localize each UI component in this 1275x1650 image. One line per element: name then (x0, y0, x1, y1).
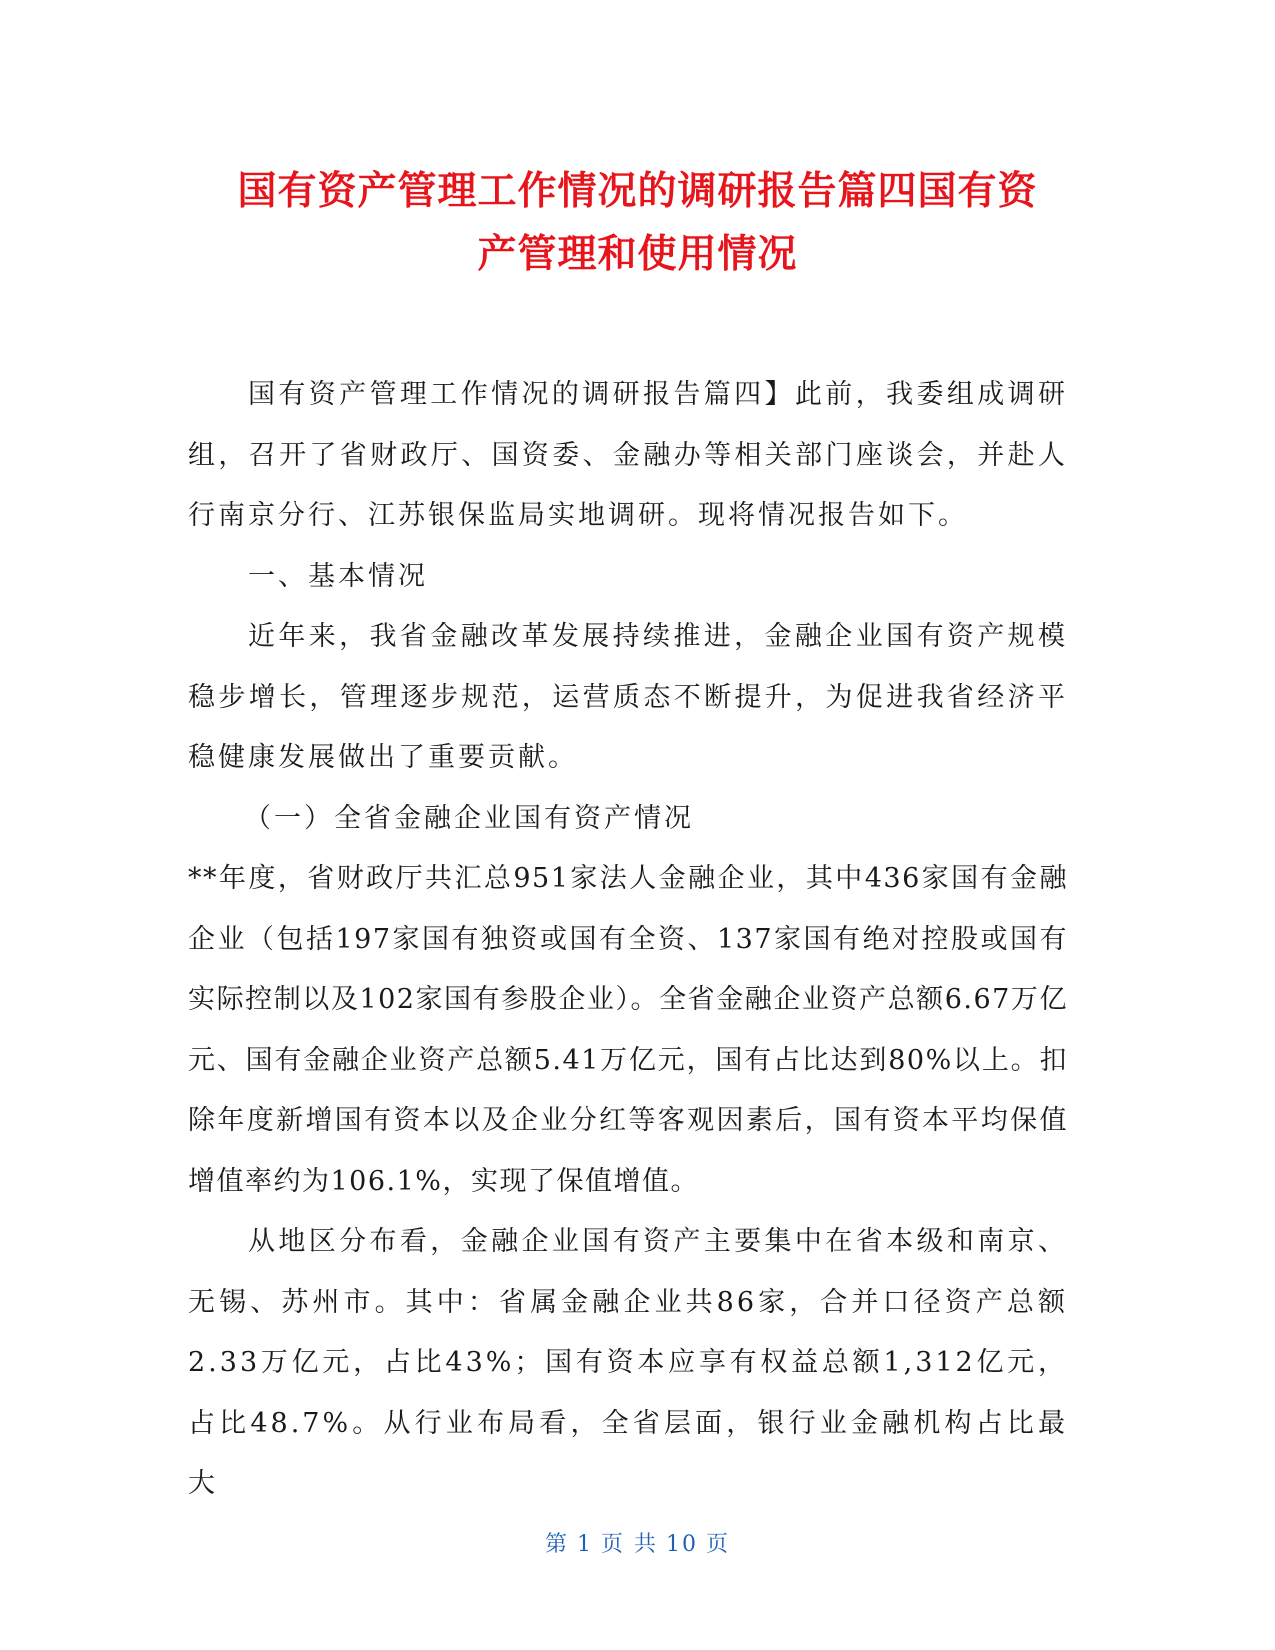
intro-paragraph: 国有资产管理工作情况的调研报告篇四】此前，我委组成调研组，召开了省财政厅、国资委、金融办等相关部门座谈会，并赴人行南京分行、江苏银保监局实地调研。现将情况报告如下。 (188, 379, 1068, 531)
distribution-paragraph: 从地区分布看，金融企业国有资产主要集中在省本级和南京、无锡、苏州市。其中：省属金融企业共86家，合并口径资产总额2.33万亿元，占比43%；国有资本应享有权益总额1,312亿元，占比48.7%。从行业布局看，全省层面，银行业金融机构占比最大 (188, 1226, 1068, 1499)
footer-page-number: 1 (577, 1532, 593, 1557)
title-line-1: 国有资产管理工作情况的调研报告篇四国有资 (237, 169, 1038, 214)
overview-paragraph: 近年来，我省金融改革发展持续推进，金融企业国有资产规模稳步增长，管理逐步规范，运营质态不断提升，为促进我省经济平稳健康发展做出了重要贡献。 (188, 621, 1068, 773)
footer-prefix: 第 (544, 1532, 569, 1557)
document-title (180, 160, 1095, 286)
subsection-heading-assets: （一）全省金融企业国有资产情况 (244, 802, 694, 834)
title-line-2: 产管理和使用情况 (477, 232, 798, 277)
footer-middle: 页 共 (601, 1532, 658, 1557)
footer-total-pages: 10 (666, 1532, 698, 1557)
document-body (188, 365, 1068, 1515)
statistics-paragraph: **年度，省财政厅共汇总951家法人金融企业，其中436家国有金融企业（包括197家国有独资或国有全资、137家国有绝对控股或国有实际控制以及102家国有参股企业）。全省金融企业资产总额6.67万亿元、国有金融企业资产总额5.41万亿元，国有占比达到80%以上。扣除年度新增国有资本以及企业分红等客观因素后，国有资本平均保值增值率约为106.1%，实现了保值增值。 (188, 863, 1068, 1197)
section-heading-basic: 一、基本情况 (248, 560, 428, 592)
footer-suffix: 页 (706, 1532, 731, 1557)
page-footer (0, 1527, 1275, 1558)
